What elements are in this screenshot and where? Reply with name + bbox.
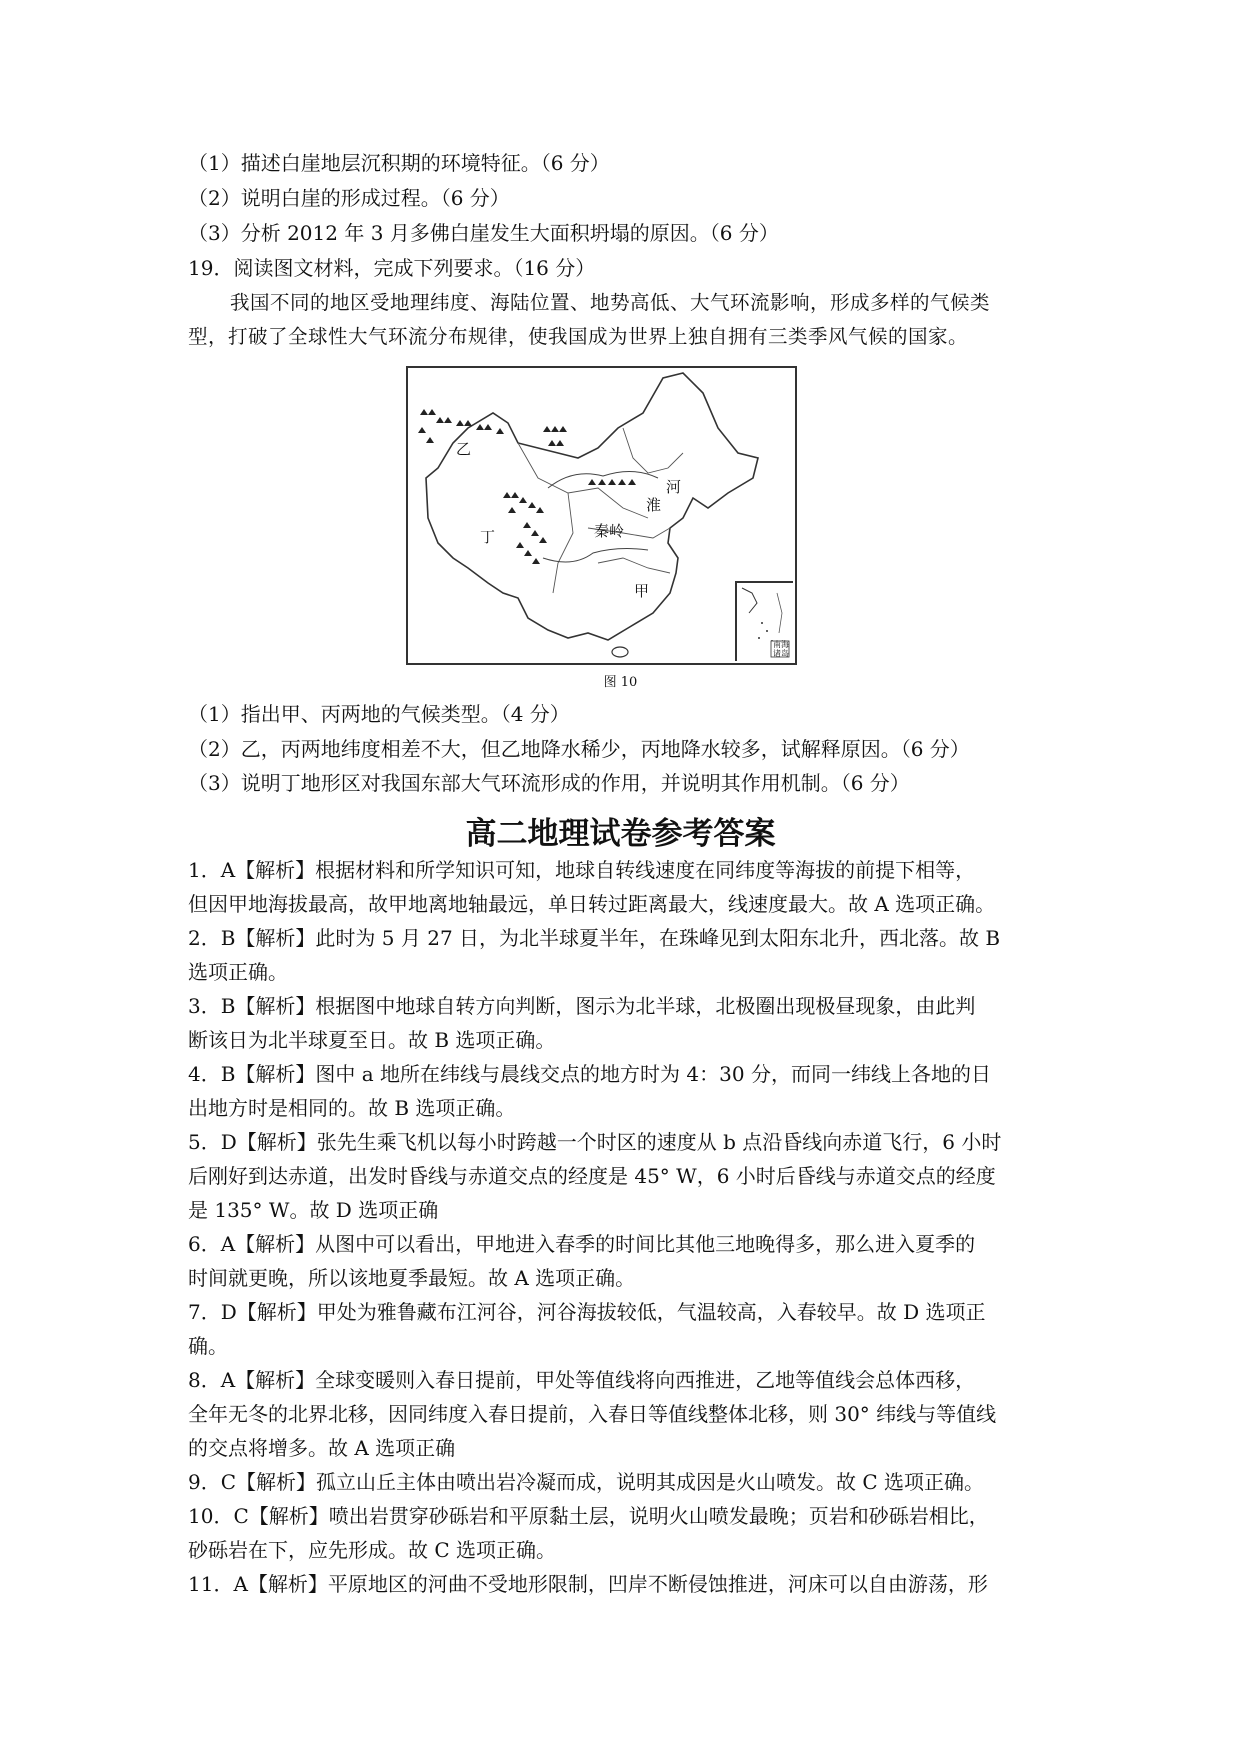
china-map-figure bbox=[406, 366, 797, 665]
answer-line: 时间就更晚，所以该地夏季最短。故 A 选项正确。 bbox=[188, 1266, 636, 1290]
mountain-icon bbox=[476, 424, 492, 430]
answer-line: 选项正确。 bbox=[188, 960, 288, 984]
map-label-yi: 乙 bbox=[456, 440, 472, 458]
answer-line: 4．B【解析】图中 a 地所在纬线与晨线交点的地方时为 4：30 分，而同一纬线上各地的日 bbox=[188, 1062, 991, 1086]
answer-line: 全年无冬的北界北移，因同纬度入春日提前，入春日等值线整体北移，则 30° 纬线与等值线 bbox=[188, 1402, 997, 1426]
answer-line: 9．C【解析】孤立山丘主体由喷出岩冷凝而成，说明其成因是火山喷发。故 C 选项正确。 bbox=[188, 1470, 985, 1494]
china-border bbox=[426, 373, 758, 640]
mountain-icon bbox=[548, 440, 564, 446]
question-19-material-line1: 我国不同的地区受地理纬度、海陆位置、地势高低、大气环流影响，形成多样的气候类 bbox=[230, 291, 991, 314]
boundary-south bbox=[598, 558, 670, 573]
mountain-icon bbox=[543, 426, 567, 432]
answer-line: 5．D【解析】张先生乘飞机以每小时跨越一个时区的速度从 b 点沿昏线向赤道飞行，6 小时 bbox=[188, 1130, 1002, 1154]
mountain-icon bbox=[508, 502, 544, 513]
map-label-ding: 丁 bbox=[480, 528, 496, 546]
map-label-qinling: 秦岭 bbox=[594, 522, 625, 540]
river bbox=[548, 471, 658, 488]
mountain-icon bbox=[503, 492, 527, 503]
answers-title: 高二地理试卷参考答案 bbox=[465, 816, 776, 852]
map-label-he: 河 bbox=[666, 478, 682, 496]
answer-line: 1．A【解析】根据材料和所学知识可知，地球自转线速度在同纬度等海拔的前提下相等， bbox=[188, 858, 976, 882]
answer-line: 出地方时是相同的。故 B 选项正确。 bbox=[188, 1096, 516, 1120]
question-18-3: （3）分析 2012 年 3 月多佛白崖发生大面积坍塌的原因。（6 分） bbox=[188, 221, 779, 245]
answer-line: 11．A【解析】平原地区的河曲不受地形限制，凹岸不断侵蚀推进，河床可以自由游荡，形 bbox=[188, 1572, 988, 1596]
boundary-west bbox=[553, 493, 573, 593]
answer-line: 后刚好到达赤道，出发时昏线与赤道交点的经度是 45° W，6 小时后昏线与赤道交点的经度 bbox=[188, 1164, 996, 1188]
question-19-2: （2）乙，丙两地纬度相差不大，但乙地降水稀少，丙地降水较多，试解释原因。（6 分） bbox=[188, 737, 970, 761]
answer-line: 8．A【解析】全球变暖则入春日提前，甲处等值线将向西推进，乙地等值线会总体西移， bbox=[188, 1368, 976, 1392]
inset-label-islands: 诸岛 bbox=[773, 649, 789, 658]
inset-label-south-sea: 南海 bbox=[773, 640, 789, 649]
mountain-icon bbox=[588, 479, 636, 485]
map-label-huai: 淮 bbox=[646, 496, 662, 514]
mountain-icon bbox=[456, 420, 472, 426]
mountain-icon bbox=[523, 522, 547, 543]
mountain-icon bbox=[418, 427, 434, 443]
answer-line: 但因甲地海拔最高，故甲地离地轴最远，单日转过距离最大，线速度最大。故 A 选项正确。 bbox=[188, 892, 996, 916]
answer-line: 的交点将增多。故 A 选项正确 bbox=[188, 1436, 456, 1460]
mountain-icon bbox=[436, 417, 452, 423]
question-18-2: （2）说明白崖的形成过程。（6 分） bbox=[188, 186, 510, 210]
mountain-icon bbox=[516, 542, 540, 564]
answer-line: 2．B【解析】此时为 5 月 27 日，为北半球夏半年，在珠峰见到太阳东北升，西北落。故 B bbox=[188, 926, 1001, 950]
boundary-north bbox=[518, 443, 648, 518]
answer-line: 是 135° W。故 D 选项正确 bbox=[188, 1198, 439, 1222]
mountain-icon bbox=[496, 428, 504, 434]
answer-line: 6．A【解析】从图中可以看出，甲地进入春季的时间比其他三地晚得多，那么进入夏季的 bbox=[188, 1232, 976, 1256]
answer-line: 10．C【解析】喷出岩贯穿砂砾岩和平原黏土层，说明火山喷发最晚；页岩和砂砾岩相比， bbox=[188, 1504, 989, 1528]
answer-line: 7．D【解析】甲处为雅鲁藏布江河谷，河谷海拔较低，气温较高，入春较早。故 D 选项正 bbox=[188, 1300, 986, 1324]
question-19-1: （1）指出甲、丙两地的气候类型。（4 分） bbox=[188, 702, 570, 726]
hainan-island bbox=[612, 647, 628, 657]
answer-line: 砂砾岩在下，应先形成。故 C 选项正确。 bbox=[188, 1538, 557, 1562]
question-19-3: （3）说明丁地形区对我国东部大气环流形成的作用，并说明其作用机制。（6 分） bbox=[188, 771, 910, 795]
figure-caption: 图 10 bbox=[603, 675, 638, 690]
river bbox=[543, 549, 648, 562]
question-19-heading: 19．阅读图文材料，完成下列要求。（16 分） bbox=[188, 256, 596, 280]
question-19-material-line2: 型，打破了全球性大气环流分布规律，使我国成为世界上独自拥有三类季风气候的国家。 bbox=[188, 325, 969, 348]
answer-line: 确。 bbox=[188, 1334, 228, 1358]
south-china-sea-inset bbox=[735, 581, 793, 661]
map-label-jia: 甲 bbox=[634, 582, 650, 600]
answer-line: 断该日为北半球夏至日。故 B 选项正确。 bbox=[188, 1028, 556, 1052]
question-18-1: （1）描述白崖地层沉积期的环境特征。（6 分） bbox=[188, 151, 610, 175]
boundary-northeast bbox=[623, 428, 683, 473]
mountain-icon bbox=[420, 409, 436, 415]
answer-line: 3．B【解析】根据图中地球自转方向判断，图示为北半球，北极圈出现极昼现象，由此判 bbox=[188, 994, 976, 1018]
